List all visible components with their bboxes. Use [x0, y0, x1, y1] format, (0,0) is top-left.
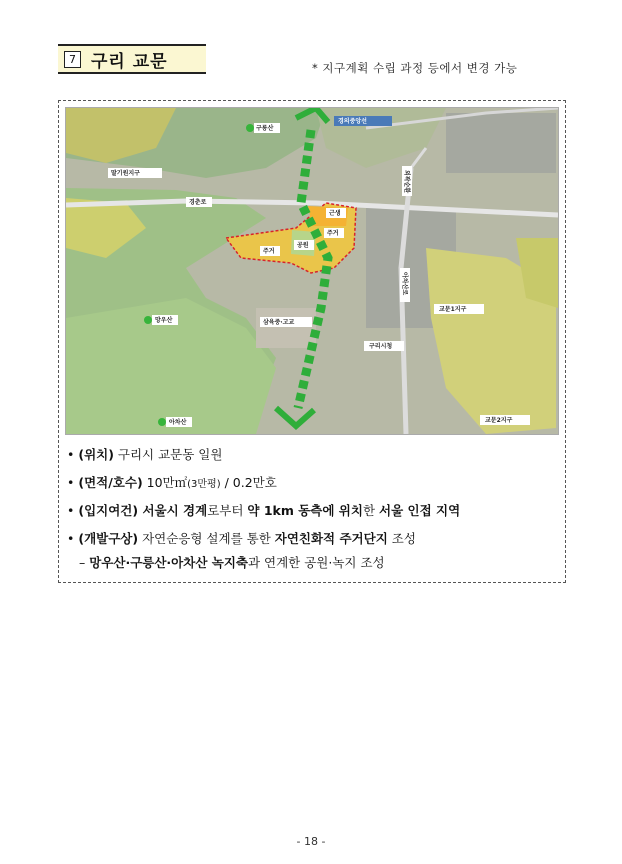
bullet-text: 조성	[387, 531, 416, 546]
bullet-site	[67, 501, 460, 519]
bullet-text: 과 연계한 공원·녹지 조성	[247, 555, 385, 570]
bullet-label: (입지여건)	[78, 503, 139, 518]
label-jugeo-2: 주거	[263, 248, 275, 255]
bullet-text-bold: 서울시 경계	[138, 503, 208, 518]
label-ttalgiwon: 딸기원지구	[111, 170, 140, 177]
label-gyeongchunno: 경춘로	[189, 199, 207, 206]
change-note: * 지구계획 수립 과정 등에서 변경 가능	[312, 61, 518, 75]
bullet-dot: •	[67, 475, 75, 490]
bullet-text: 10만㎡	[142, 475, 188, 490]
bullet-text: 로부터	[207, 503, 248, 518]
bullet-label: (위치)	[78, 447, 114, 462]
bullet-dot: •	[67, 447, 75, 462]
bullet-dash: –	[79, 555, 86, 570]
bullet-label: (면적/호수)	[78, 475, 143, 490]
bullet-text: 한	[362, 503, 379, 518]
label-city-hall: 구리시청	[369, 343, 393, 350]
bullet-text: 자연순응형 설계를 통한	[138, 531, 275, 546]
label-gureungsan: 구릉산	[256, 125, 274, 132]
bullet-location	[67, 445, 222, 463]
content-frame	[58, 100, 566, 583]
bullet-text-bold: 자연친화적 주거단지	[274, 531, 388, 546]
map-graphic	[66, 108, 558, 434]
bullet-text: / 0.2만호	[220, 475, 277, 490]
label-achasan: 아차산	[169, 419, 187, 426]
label-outer-ring: 외곽순환	[403, 170, 410, 194]
bullet-dot: •	[67, 503, 75, 518]
label-gyeongui: 경의중앙선	[338, 118, 367, 125]
section-title: 구리 교문	[91, 51, 168, 72]
label-geunsaeng: 근생	[329, 210, 341, 217]
bullet-concept-sub	[79, 553, 385, 571]
bullet-concept	[67, 529, 416, 547]
bullet-area	[67, 473, 277, 491]
bullet-text-bold: 망우산·구릉산·아차산 녹지축	[89, 555, 248, 570]
bullet-dot: •	[67, 531, 75, 546]
label-jugeo-1: 주거	[327, 230, 339, 237]
label-mangusan: 망우산	[155, 317, 173, 324]
label-achasan-ro: 아차산로	[401, 272, 408, 296]
label-park: 공원	[297, 242, 309, 249]
bullet-text: 구리시 교문동 일원	[113, 447, 223, 462]
bullet-text-bold: 약 1km 동측에 위치	[247, 503, 363, 518]
section-header	[58, 44, 206, 74]
bullet-small-text: (3만평)	[187, 479, 221, 490]
page-number: - 18 -	[296, 835, 326, 848]
bullet-label: (개발구상)	[78, 531, 139, 546]
site-map	[65, 107, 559, 435]
label-gyomun2: 교문2지구	[485, 417, 513, 424]
bullet-text-bold: 서울 인접 지역	[379, 503, 461, 518]
label-gyomun1: 교문1지구	[439, 306, 467, 313]
label-school: 삼육중·고교	[263, 319, 295, 326]
section-number: 7	[64, 51, 81, 68]
